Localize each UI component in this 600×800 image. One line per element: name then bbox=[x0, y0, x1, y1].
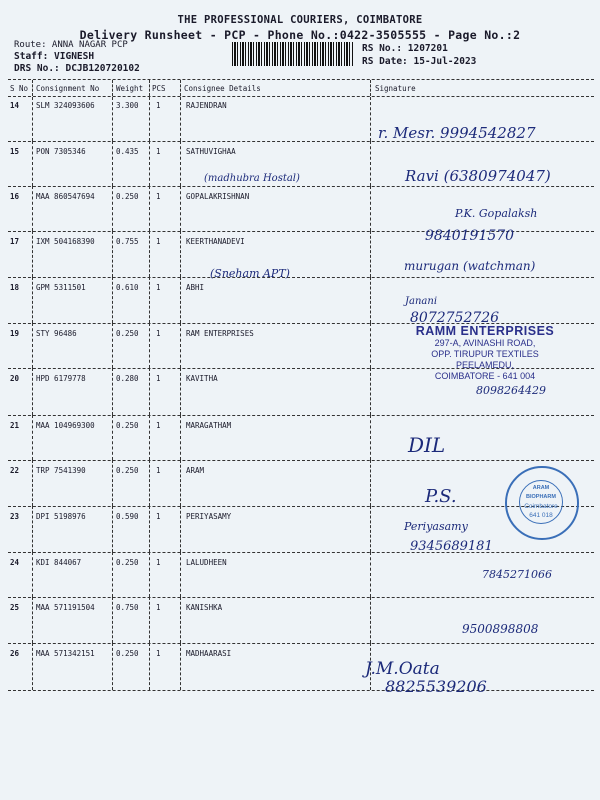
handwritten-signature: DIL bbox=[408, 433, 446, 457]
handwritten-signature: Ravi (6380974047) bbox=[405, 167, 551, 185]
column-divider bbox=[180, 506, 181, 552]
column-divider bbox=[32, 552, 33, 597]
cell-sno: 14 bbox=[10, 101, 20, 110]
staff-label: Staff: VIGNESH bbox=[14, 51, 95, 62]
cell-pcs: 1 bbox=[156, 283, 161, 292]
stamp-address-line: PEELAMEDU, bbox=[455, 360, 515, 370]
header-bottom-border bbox=[8, 96, 594, 97]
cell-consignment: MAA 571191504 bbox=[36, 603, 95, 612]
column-divider bbox=[180, 80, 181, 96]
row-divider bbox=[8, 186, 594, 187]
column-divider bbox=[370, 368, 371, 415]
cell-consignee: MADHAARASI bbox=[186, 649, 232, 658]
cell-sno: 26 bbox=[10, 649, 20, 658]
cell-consignee: KAVITHA bbox=[186, 374, 218, 383]
handwritten-signature: Periyasamy bbox=[404, 520, 468, 533]
cell-consignment: MAA 860547694 bbox=[36, 192, 95, 201]
stamp-address-line: COIMBATORE - 641 004 bbox=[434, 371, 536, 381]
col-header-consignment: Consignment No bbox=[36, 84, 100, 93]
column-divider bbox=[112, 277, 113, 323]
row-divider bbox=[8, 552, 594, 553]
column-divider bbox=[370, 141, 371, 186]
column-divider bbox=[149, 186, 150, 231]
cell-pcs: 1 bbox=[156, 421, 161, 430]
rs-date: RS Date: 15-Jul-2023 bbox=[362, 56, 477, 67]
row-divider bbox=[8, 690, 594, 691]
column-divider bbox=[32, 597, 33, 643]
column-divider bbox=[149, 415, 150, 460]
cell-consignee: PERIYASAMY bbox=[186, 512, 232, 521]
cell-pcs: 1 bbox=[156, 147, 161, 156]
cell-weight: 0.250 bbox=[116, 558, 139, 567]
row-divider bbox=[8, 597, 594, 598]
column-divider bbox=[32, 97, 33, 141]
runsheet-subtitle: Delivery Runsheet - PCP - Phone No.:0422-3505555 - Page No.:2 bbox=[79, 28, 521, 42]
cell-consignee: LALUDHEEN bbox=[186, 558, 227, 567]
col-header-pcs: PCS bbox=[152, 84, 166, 93]
column-divider bbox=[180, 186, 181, 231]
route-label: Route: ANNA NAGAR PCP bbox=[14, 40, 128, 50]
column-divider bbox=[180, 597, 181, 643]
column-divider bbox=[149, 506, 150, 552]
column-divider bbox=[149, 80, 150, 96]
column-divider bbox=[32, 460, 33, 506]
cell-consignment: DPI 5198976 bbox=[36, 512, 86, 521]
cell-weight: 0.280 bbox=[116, 374, 139, 383]
col-header-weight: Weight bbox=[116, 84, 144, 93]
cell-consignment: GPM 5311501 bbox=[36, 283, 86, 292]
column-divider bbox=[149, 141, 150, 186]
handwritten-signature: J.M.Oata bbox=[365, 659, 440, 679]
cell-consignee: GOPALAKRISHNAN bbox=[186, 192, 250, 201]
column-divider bbox=[180, 141, 181, 186]
cell-sno: 24 bbox=[10, 558, 20, 567]
cell-weight: 0.755 bbox=[116, 237, 139, 246]
cell-weight: 3.300 bbox=[116, 101, 139, 110]
column-divider bbox=[180, 277, 181, 323]
cell-sno: 16 bbox=[10, 192, 20, 201]
column-divider bbox=[32, 277, 33, 323]
handwritten-phone: 9345689181 bbox=[410, 539, 493, 554]
cell-sno: 21 bbox=[10, 421, 20, 430]
cell-consignee: ARAM bbox=[186, 466, 205, 475]
cell-sno: 18 bbox=[10, 283, 20, 292]
column-divider bbox=[180, 97, 181, 141]
column-divider bbox=[32, 643, 33, 690]
column-divider bbox=[32, 141, 33, 186]
column-divider bbox=[32, 231, 33, 277]
cell-consignee: RAJENDRAN bbox=[186, 101, 227, 110]
cell-sno: 15 bbox=[10, 147, 20, 156]
cell-pcs: 1 bbox=[156, 558, 161, 567]
stamp-company-name: RAMM ENTERPRISES bbox=[415, 324, 555, 338]
column-divider bbox=[149, 97, 150, 141]
cell-pcs: 1 bbox=[156, 466, 161, 475]
row-divider bbox=[8, 415, 594, 416]
column-divider bbox=[112, 506, 113, 552]
cell-consignee: ABHI bbox=[186, 283, 205, 292]
column-divider bbox=[370, 415, 371, 460]
cell-sno: 25 bbox=[10, 603, 20, 612]
round-seal bbox=[505, 466, 579, 540]
column-divider bbox=[112, 552, 113, 597]
column-divider bbox=[180, 231, 181, 277]
handwritten-signature: Janani bbox=[405, 296, 438, 307]
column-divider bbox=[370, 97, 371, 141]
column-divider bbox=[149, 552, 150, 597]
cell-pcs: 1 bbox=[156, 603, 161, 612]
cell-consignee: RAM ENTERPRISES bbox=[186, 329, 254, 338]
cell-pcs: 1 bbox=[156, 374, 161, 383]
rs-number: RS No.: 1207201 bbox=[362, 43, 448, 54]
column-divider bbox=[112, 141, 113, 186]
column-divider bbox=[112, 186, 113, 231]
cell-consignment: MAA 104969300 bbox=[36, 421, 95, 430]
seal-pin: 641 018 bbox=[529, 512, 553, 519]
column-divider bbox=[149, 643, 150, 690]
handwritten-signature: murugan (watchman) bbox=[404, 259, 536, 273]
column-divider bbox=[370, 506, 371, 552]
cell-sno: 20 bbox=[10, 374, 20, 383]
column-divider bbox=[149, 323, 150, 368]
handwritten-note: (madhubra Hostal) bbox=[204, 173, 300, 184]
column-divider bbox=[370, 597, 371, 643]
cell-consignee: KEERTHANADEVI bbox=[186, 237, 245, 246]
cell-pcs: 1 bbox=[156, 237, 161, 246]
column-divider bbox=[32, 80, 33, 96]
col-header-signature: Signature bbox=[375, 84, 416, 93]
column-divider bbox=[370, 460, 371, 506]
stamp-address-line: 297-A, AVINASHI ROAD, bbox=[434, 338, 536, 348]
seal-city: Coimbatore bbox=[524, 503, 558, 510]
row-divider bbox=[8, 277, 594, 278]
cell-weight: 0.250 bbox=[116, 421, 139, 430]
column-divider bbox=[149, 277, 150, 323]
cell-pcs: 1 bbox=[156, 192, 161, 201]
column-divider bbox=[149, 460, 150, 506]
column-divider bbox=[180, 415, 181, 460]
drs-label: DRS No.: DCJB120720102 bbox=[14, 63, 140, 74]
cell-weight: 0.250 bbox=[116, 649, 139, 658]
cell-consignee: MARAGATHAM bbox=[186, 421, 232, 430]
cell-consignment: SLM 324093606 bbox=[36, 101, 95, 110]
column-divider bbox=[32, 415, 33, 460]
column-divider bbox=[112, 97, 113, 141]
handwritten-phone: 9840191570 bbox=[425, 228, 515, 244]
stamp-address-line: OPP. TIRUPUR TEXTILES bbox=[431, 349, 539, 359]
cell-sno: 17 bbox=[10, 237, 20, 246]
cell-pcs: 1 bbox=[156, 329, 161, 338]
column-divider bbox=[112, 323, 113, 368]
column-divider bbox=[112, 80, 113, 96]
cell-consignment: PON 7305346 bbox=[36, 147, 86, 156]
column-divider bbox=[370, 186, 371, 231]
cell-weight: 0.250 bbox=[116, 466, 139, 475]
cell-consignment: HPD 6179778 bbox=[36, 374, 86, 383]
table-top-border bbox=[8, 79, 594, 80]
cell-consignee: KANISHKA bbox=[186, 603, 223, 612]
handwritten-signature: 9500898808 bbox=[462, 622, 539, 636]
cell-consignment: TRP 7541390 bbox=[36, 466, 86, 475]
cell-pcs: 1 bbox=[156, 512, 161, 521]
column-divider bbox=[370, 323, 371, 368]
column-divider bbox=[32, 323, 33, 368]
handwritten-signature: r. Mesr. 9994542827 bbox=[378, 124, 536, 142]
cell-sno: 23 bbox=[10, 512, 20, 521]
seal-name: ARAM BIOPHARM bbox=[526, 485, 556, 500]
cell-consignment: KDI 844067 bbox=[36, 558, 82, 567]
company-stamp bbox=[390, 324, 580, 394]
handwritten-note: (Sneham APT) bbox=[210, 267, 290, 280]
barcode bbox=[232, 42, 354, 66]
cell-consignment: MAA 571342151 bbox=[36, 649, 95, 658]
cell-consignment: IXM 504168390 bbox=[36, 237, 95, 246]
handwritten-signature: P.S. bbox=[425, 486, 457, 507]
cell-consignee: SATHUVIGHAA bbox=[186, 147, 236, 156]
col-header-consignee: Consignee Details bbox=[184, 84, 261, 93]
cell-sno: 22 bbox=[10, 466, 20, 475]
cell-weight: 0.250 bbox=[116, 329, 139, 338]
column-divider bbox=[370, 277, 371, 323]
cell-pcs: 1 bbox=[156, 101, 161, 110]
column-divider bbox=[112, 415, 113, 460]
column-divider bbox=[112, 231, 113, 277]
row-divider bbox=[8, 643, 594, 644]
handwritten-signature: P.K. Gopalaksh bbox=[455, 207, 538, 220]
column-divider bbox=[112, 643, 113, 690]
cell-consignment: STY 96486 bbox=[36, 329, 77, 338]
cell-weight: 0.750 bbox=[116, 603, 139, 612]
column-divider bbox=[32, 368, 33, 415]
handwritten-phone: 8072752726 bbox=[410, 310, 500, 326]
column-divider bbox=[112, 368, 113, 415]
column-divider bbox=[180, 552, 181, 597]
company-title: THE PROFESSIONAL COURIERS, COIMBATORE bbox=[177, 14, 423, 26]
cell-weight: 0.590 bbox=[116, 512, 139, 521]
column-divider bbox=[149, 231, 150, 277]
column-divider bbox=[112, 597, 113, 643]
column-divider bbox=[149, 597, 150, 643]
cell-weight: 0.435 bbox=[116, 147, 139, 156]
column-divider bbox=[180, 368, 181, 415]
column-divider bbox=[112, 460, 113, 506]
column-divider bbox=[32, 506, 33, 552]
handwritten-signature: 7845271066 bbox=[482, 568, 552, 581]
cell-weight: 0.250 bbox=[116, 192, 139, 201]
column-divider bbox=[149, 368, 150, 415]
cell-sno: 19 bbox=[10, 329, 20, 338]
handwritten-signature: 8098264429 bbox=[476, 384, 546, 397]
row-divider bbox=[8, 460, 594, 461]
cell-weight: 0.610 bbox=[116, 283, 139, 292]
col-header-sno: S No bbox=[10, 84, 29, 93]
column-divider bbox=[370, 552, 371, 597]
column-divider bbox=[370, 80, 371, 96]
column-divider bbox=[370, 231, 371, 277]
column-divider bbox=[180, 460, 181, 506]
column-divider bbox=[180, 323, 181, 368]
cell-pcs: 1 bbox=[156, 649, 161, 658]
handwritten-phone: 8825539206 bbox=[385, 677, 487, 696]
column-divider bbox=[180, 643, 181, 690]
column-divider bbox=[32, 186, 33, 231]
